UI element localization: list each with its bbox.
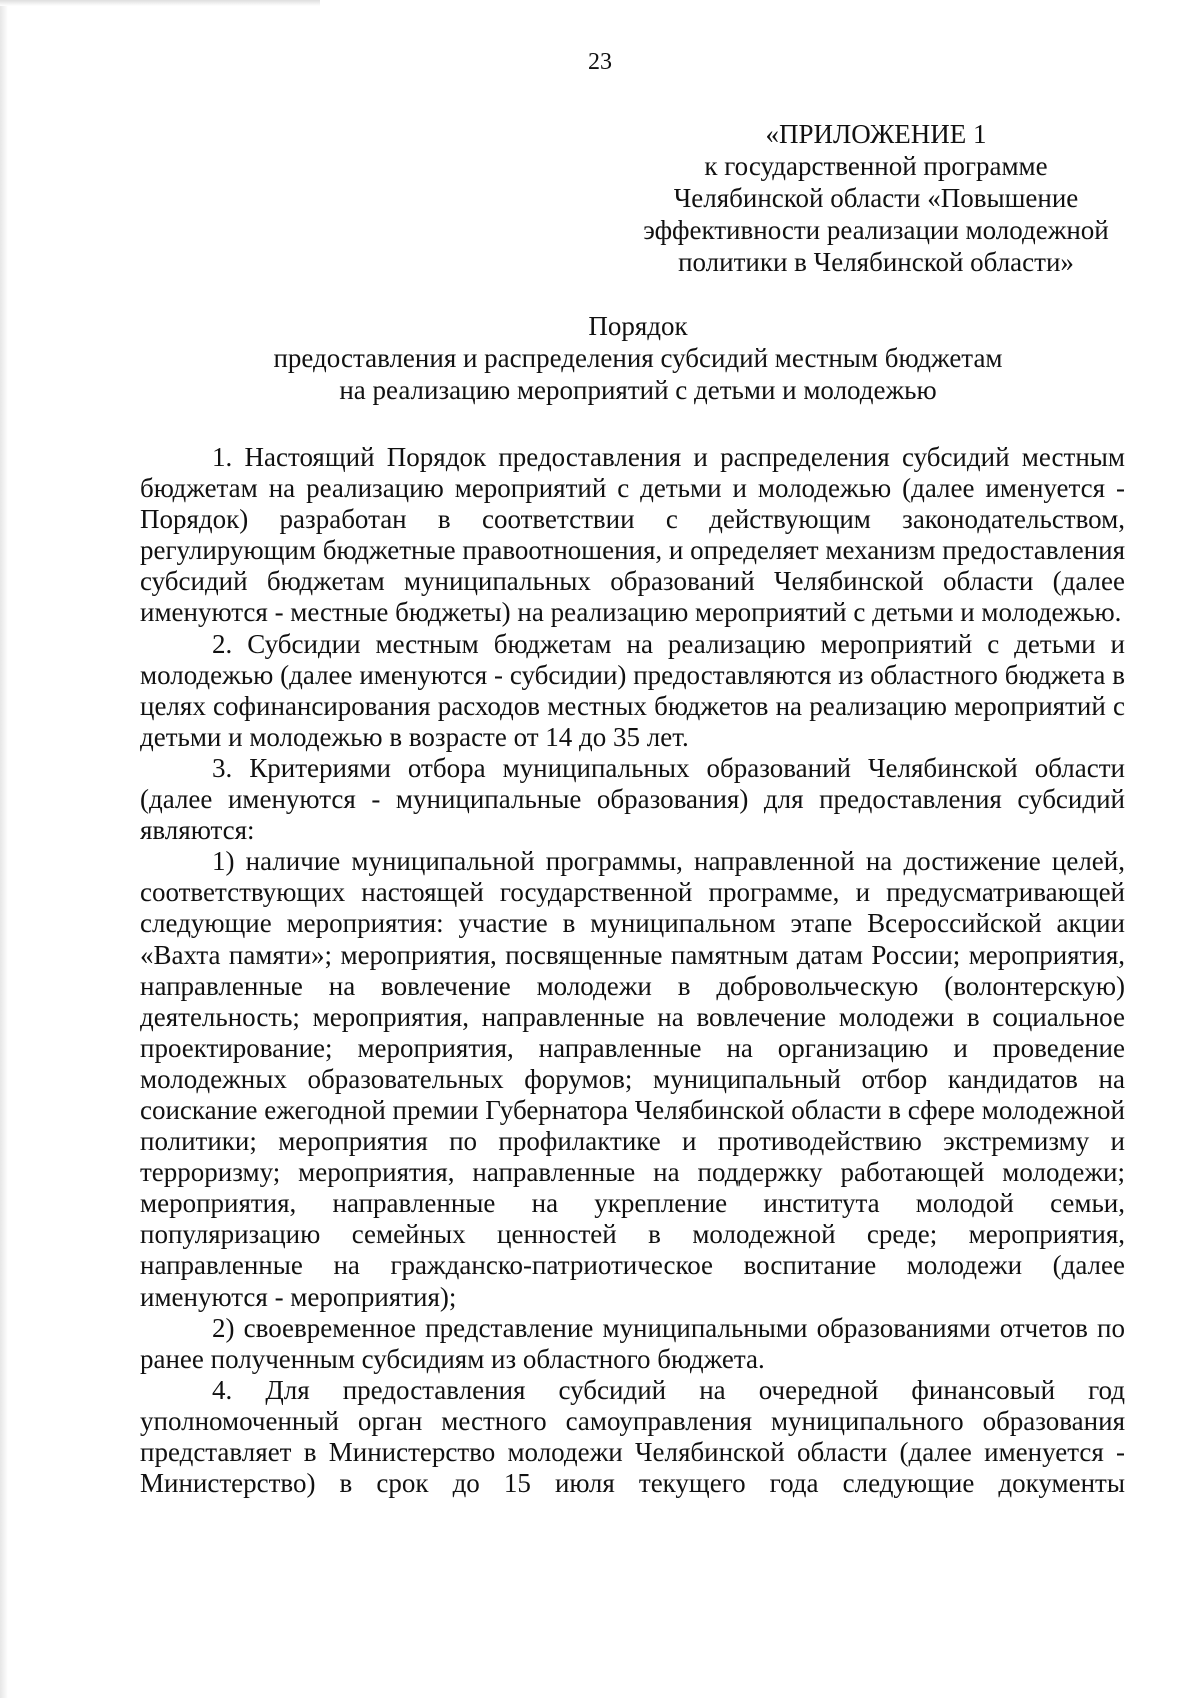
title-line-2: предоставления и распределения субсидий местным бюджетам xyxy=(273,343,1003,373)
appendix-line-3: Челябинской области «Повышение xyxy=(673,183,1079,213)
paragraph-4: 4. Для предоставления субсидий на очередной финансовый год уполномоченный орган местного самоуправления муниципального образования представляет в Министерство молодежи Челябинской области (далее именуется - Министерство) в срок до 15 июля текущего года следующие документы xyxy=(140,1374,1125,1499)
paragraph-3: 3. Критериями отбора муниципальных образований Челябинской области (далее именуются - муниципальные образования) для предоставления субсидий являются: xyxy=(140,752,1125,846)
scan-edge-shadow xyxy=(0,0,8,1698)
document-title xyxy=(140,310,1136,406)
title-line-1: Порядок xyxy=(588,311,688,341)
appendix-line-5: политики в Челябинской области» xyxy=(678,247,1074,277)
page-number: 23 xyxy=(588,49,612,75)
paragraph-2: 2. Субсидии местным бюджетам на реализацию мероприятий с детьми и молодежью (далее именуются - субсидии) предоставляются из областного бюджета в целях софинансирования расходов местных бюджетов на реализацию мероприятий с детьми и молодежью в возрасте от 14 до 35 лет. xyxy=(140,628,1125,752)
paragraph-1: 1. Настоящий Порядок предоставления и распределения субсидий местным бюджетам на реализацию мероприятий с детьми и молодежью (далее именуется - Порядок) разработан в соответствии с действующим законодательством, регулирующим бюджетные правоотношения, и определяет механизм предоставления субсидий бюджетам муниципальных образований Челябинской области (далее именуются - местные бюджеты) на реализацию мероприятий с детьми и молодежью. xyxy=(140,442,1125,628)
document-body xyxy=(140,442,1125,1499)
appendix-line-2: к государственной программе xyxy=(704,151,1048,181)
scan-top-shadow xyxy=(0,0,320,6)
title-line-3: на реализацию мероприятий с детьми и молодежью xyxy=(339,375,937,405)
appendix-header xyxy=(616,118,1136,278)
appendix-line-1: «ПРИЛОЖЕНИЕ 1 xyxy=(765,119,987,149)
paragraph-3-item-2: 2) своевременное представление муниципальными образованиями отчетов по ранее полученным субсидиям из областного бюджета. xyxy=(140,1312,1125,1374)
appendix-line-4: эффективности реализации молодежной xyxy=(643,215,1109,245)
paragraph-3-item-1: 1) наличие муниципальной программы, направленной на достижение целей, соответствующих настоящей государственной программе, и предусматривающей следующие мероприятия: участие в муниципальном этапе Всероссийской акции «Вахта памяти»; мероприятия, посвященные памятным датам России; мероприятия, направленные на вовлечение молодежи в добровольческую (волонтерскую) деятельность; мероприятия, направленные на вовлечение молодежи в социальное проектирование; мероприятия, направленные на организацию и проведение молодежных образовательных форумов; муниципальный отбор кандидатов на соискание ежегодной премии Губернатора Челябинской области в сфере молодежной политики; мероприятия по профилактике и противодействию экстремизму и терроризму; мероприятия, направленные на поддержку работающей молодежи; мероприятия, направленные на укрепление института молодой семьи, популяризацию семейных ценностей в молодежной среде; мероприятия, направленные на гражданско-патриотическое воспитание молодежи (далее именуются - мероприятия); xyxy=(140,846,1125,1312)
